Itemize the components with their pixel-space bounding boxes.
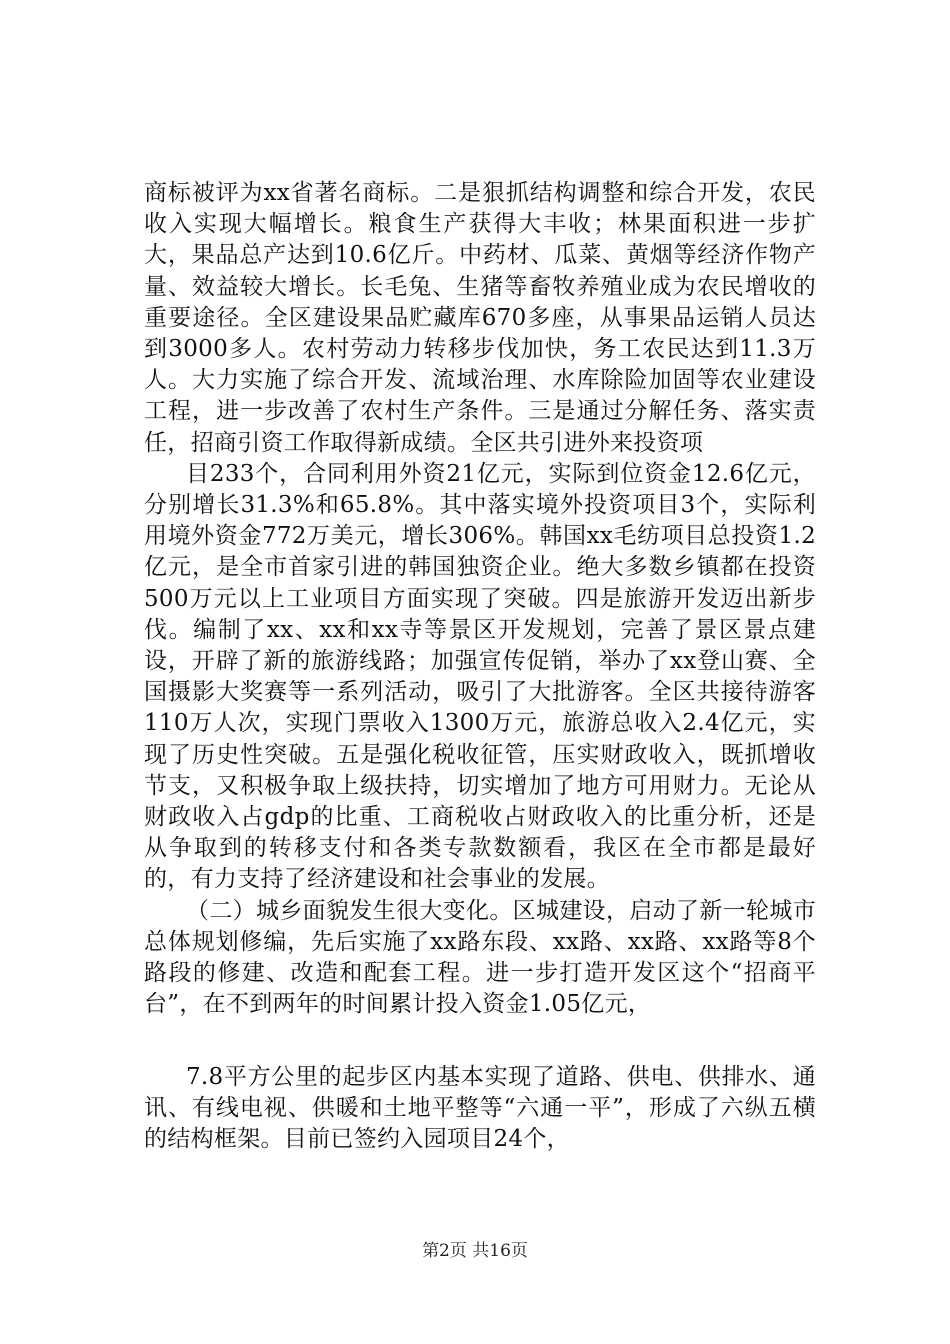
page-number-footer: 第2页 共16页 — [422, 1241, 528, 1261]
paragraph-investment-results: 目233个，合同利用外资21亿元，实际到位资金12.6亿元，分别增长31.3%和65.8%。其中落实境外投资项目3个，实际利用境外资金772万美元，增长306%。韩国xx毛纺项目总投资1.2亿元，是全市首家引进的韩国独资企业。绝大多数乡镇都在投资500万元以上工业项目方面实现了突破。四是旅游开发迈出新步伐。编制了xx、xx和xx寺等景区开发规划，完善了景区景点建设，开辟了新的旅游线路；加强宣传促销，举办了xx登山赛、全国摄影大奖赛等一系列活动，吸引了大批游客。全区共接待游客110万人次，实现门票收入1300万元，旅游总收入2.4亿元，实现了历史性突破。五是强化税收征管，压实财政收入，既抓增收节支，又积极争取上级扶持，切实增加了地方可用财力。无论从财政收入占gdp的比重、工商税收占财政收入的比重分析，还是从争取到的转移支付和各类专款数额看，我区在全市都是最好的，有力支持了经济建设和社会事业的发展。 — [144, 460, 816, 893]
paragraph-startup-zone: 7.8平方公里的起步区内基本实现了道路、供电、供排水、通讯、有线电视、供暖和土地平整等“六通一平”，形成了六纵五横的结构框架。目前已签约入园项目24个， — [144, 1064, 816, 1153]
text-block-lower — [144, 1062, 816, 1156]
paragraph-investment-intro: 商标被评为xx省著名商标。二是狠抓结构调整和综合开发，农民收入实现大幅增长。粮食生产获得大丰收；林果面积进一步扩大，果品总产达到10.6亿斤。中药材、瓜菜、黄烟等经济作物产量、效益较大增长。长毛兔、生猪等畜牧养殖业成为农民增收的重要途径。全区建设果品贮藏库670多座，从事果品运销人员达到3000多人。农村劳动力转移步伐加快，务工农民达到11.3万人。大力实施了综合开发、流域治理、水库除险加固等农业建设工程，进一步改善了农村生产条件。三是通过分解任务、落实责任，招商引资工作取得新成绩。全区共引进外来投资项 — [144, 180, 816, 456]
text-block-upper — [144, 178, 816, 1020]
paragraph-urban-rural-changes: （二）城乡面貌发生很大变化。区城建设，启动了新一轮城市总体规划修编，先后实施了xx路东段、xx路、xx路、xx路等8个路段的修建、改造和配套工程。进一步打造开发区这个“招商平台”，在不到两年的时间累计投入资金1.05亿元， — [144, 897, 816, 1018]
